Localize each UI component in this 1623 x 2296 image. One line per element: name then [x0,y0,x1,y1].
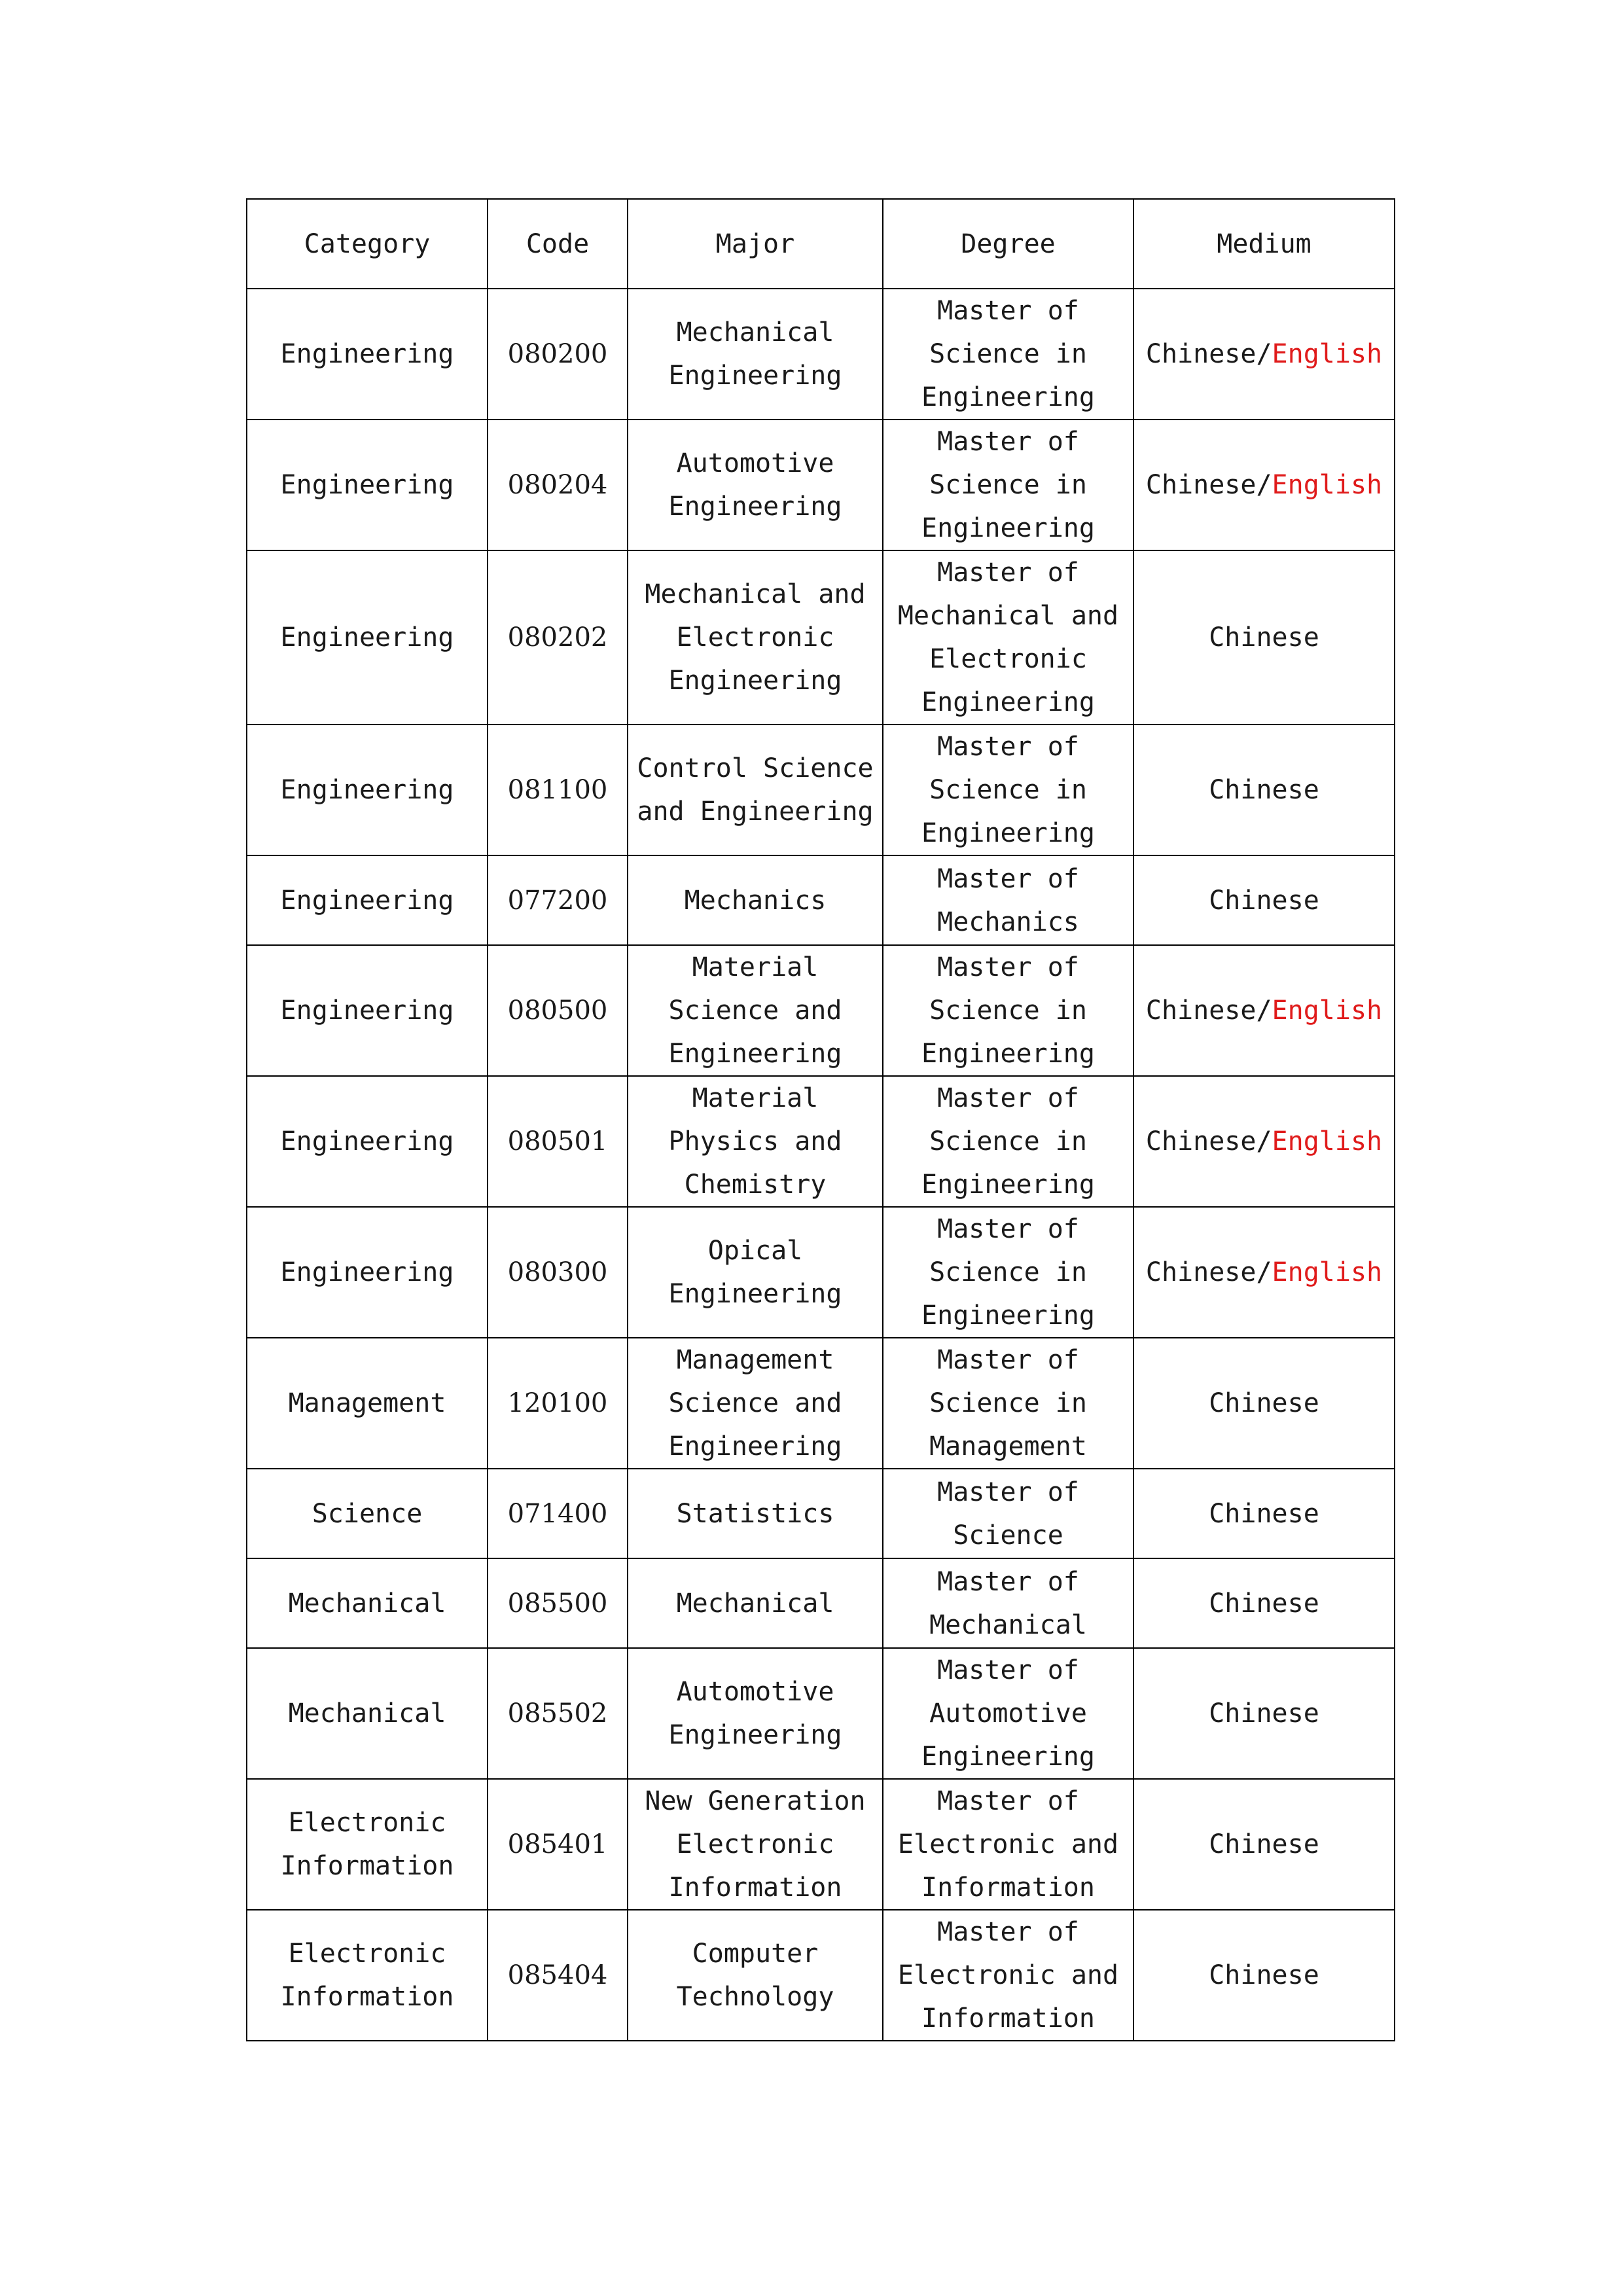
code-cell-line: 071400 [507,1498,608,1529]
degree-cell-line: Master of [937,427,1079,457]
major-cell-line: Material [692,1083,819,1113]
major-cell-line: Computer [692,1939,819,1969]
major-cell-line: Statistics [676,1498,834,1529]
code-cell-line: 080204 [507,470,608,500]
major-cell-line: New Generation [645,1786,866,1816]
medium-cell [1133,1207,1395,1338]
degree-cell-line: Master of [937,1917,1079,1947]
category-cell-line: Engineering [280,996,454,1026]
medium-secondary: English [1272,996,1383,1026]
degree-cell [883,550,1133,725]
category-cell-line: Information [280,1982,454,2012]
degree-cell-line: Master of [937,1566,1079,1597]
degree-cell [883,420,1133,550]
major-cell-line: Engineering [668,1431,842,1462]
header-degree: Degree [883,199,1133,289]
major-cell-line: Material [692,952,819,982]
category-cell-line: Mechanical [288,1698,446,1729]
medium-cell [1133,1076,1395,1207]
medium-cell [1133,420,1395,550]
degree-cell [883,1648,1133,1779]
table-row [247,725,1395,855]
major-cell-line: Engineering [668,1039,842,1069]
code-cell [488,1338,628,1469]
category-cell-line: Engineering [280,622,454,653]
degree-cell-line: Science in [929,339,1087,369]
category-cell [247,420,488,550]
category-cell [247,945,488,1076]
code-cell [488,1076,628,1207]
degree-cell-line: Science in [929,775,1087,805]
medium-primary: Chinese [1209,1498,1319,1529]
table-row [247,420,1395,550]
degree-cell-line: Engineering [921,687,1095,717]
degree-cell-line: Master of [937,558,1079,588]
category-cell [247,1648,488,1779]
table-row [247,550,1395,725]
major-cell-line: Automotive [676,448,834,478]
degree-cell [883,855,1133,945]
medium-primary: Chinese [1209,1960,1319,1990]
major-cell [628,1469,883,1558]
degree-cell-line: Engineering [921,1300,1095,1331]
degree-cell [883,1207,1133,1338]
major-cell-line: Mechanics [684,885,827,916]
degree-cell-line: Master of [937,1083,1079,1113]
major-cell [628,1076,883,1207]
category-cell-line: Science [312,1498,423,1529]
major-cell-line: Mechanical [676,317,834,348]
code-cell-line: 077200 [507,885,608,916]
programs-table [246,198,1395,2041]
major-cell-line: Automotive [676,1677,834,1707]
category-cell-line: Management [288,1388,446,1418]
degree-cell-line: Engineering [921,1742,1095,1772]
degree-cell-line: Engineering [921,513,1095,543]
table-row [247,1558,1395,1648]
major-cell-line: Science and [668,1388,842,1418]
major-cell [628,550,883,725]
table-row [247,1648,1395,1779]
code-cell [488,1207,628,1338]
degree-cell-line: Master of [937,952,1079,982]
degree-cell [883,1076,1133,1207]
medium-cell [1133,1558,1395,1648]
major-cell-line: Mechanical [676,1588,834,1619]
medium-cell [1133,855,1395,945]
major-cell-line: Control Science [637,753,874,783]
code-cell [488,420,628,550]
code-cell-line: 081100 [507,775,608,805]
medium-primary: Chinese/ [1145,1257,1272,1287]
table-row [247,1469,1395,1558]
major-cell [628,1779,883,1910]
degree-cell-line: Master of [937,1655,1079,1685]
category-cell [247,1779,488,1910]
major-cell-line: Technology [676,1982,834,2012]
major-cell [628,289,883,420]
degree-cell-line: Electronic [929,644,1087,674]
category-cell-line: Engineering [280,1126,454,1157]
medium-secondary: English [1272,470,1383,500]
major-cell [628,1338,883,1469]
table-row [247,1779,1395,1910]
code-cell [488,1648,628,1779]
major-cell-line: Opical [707,1236,803,1266]
degree-cell-line: Science in [929,470,1087,500]
degree-cell [883,1469,1133,1558]
code-cell-line: 080300 [507,1257,608,1287]
medium-primary: Chinese [1209,622,1319,653]
header-row [247,199,1395,289]
medium-primary: Chinese [1209,1829,1319,1859]
category-cell-line: Electronic [288,1808,446,1838]
code-cell [488,1469,628,1558]
major-cell-line: Mechanical and [645,579,866,609]
table-row [247,945,1395,1076]
medium-secondary: English [1272,339,1383,369]
code-cell-line: 080202 [507,622,608,653]
degree-cell-line: Engineering [921,1039,1095,1069]
medium-cell [1133,1648,1395,1779]
table-row [247,1338,1395,1469]
degree-cell [883,1338,1133,1469]
degree-cell-line: Science in [929,1257,1087,1287]
degree-cell-line: Science in [929,1126,1087,1157]
table-row [247,1076,1395,1207]
medium-primary: Chinese [1209,1588,1319,1619]
degree-cell-line: Mechanical and [897,601,1119,631]
table-body [247,289,1395,2041]
major-cell-line: Engineering [668,666,842,696]
major-cell [628,1910,883,2041]
major-cell-line: Information [668,1873,842,1903]
medium-primary: Chinese/ [1145,339,1272,369]
degree-cell [883,289,1133,420]
major-cell [628,855,883,945]
category-cell-line: Mechanical [288,1588,446,1619]
degree-cell-line: Science in [929,1388,1087,1418]
major-cell-line: Science and [668,996,842,1026]
category-cell [247,1910,488,2041]
category-cell [247,1338,488,1469]
degree-cell [883,725,1133,855]
degree-cell-line: Master of [937,1786,1079,1816]
major-cell-line: Chemistry [684,1170,827,1200]
medium-primary: Chinese/ [1145,470,1272,500]
major-cell-line: Engineering [668,1279,842,1309]
degree-cell-line: Management [929,1431,1087,1462]
category-cell [247,1076,488,1207]
code-cell [488,945,628,1076]
major-cell-line: Physics and [668,1126,842,1157]
degree-cell-line: Master of [937,1214,1079,1244]
category-cell [247,1558,488,1648]
major-cell-line: Management [676,1345,834,1375]
degree-cell-line: Master of [937,296,1079,326]
degree-cell-line: Master of [937,863,1079,894]
header-code: Code [488,199,628,289]
major-cell-line: Engineering [668,1720,842,1750]
category-cell [247,855,488,945]
category-cell-line: Electronic [288,1939,446,1969]
medium-primary: Chinese [1209,1698,1319,1729]
code-cell [488,289,628,420]
medium-cell [1133,1910,1395,2041]
code-cell [488,1558,628,1648]
code-cell-line: 080200 [507,339,608,369]
degree-cell-line: Information [921,2003,1095,2034]
category-cell [247,1207,488,1338]
degree-cell-line: Master of [937,1477,1079,1507]
medium-primary: Chinese/ [1145,1126,1272,1157]
category-cell-line: Engineering [280,1257,454,1287]
code-cell-line: 085502 [507,1698,608,1729]
header-major: Major [628,199,883,289]
header-category: Category [247,199,488,289]
code-cell [488,550,628,725]
table-row [247,855,1395,945]
table-row [247,289,1395,420]
category-cell-line: Information [280,1851,454,1881]
major-cell-line: Engineering [668,361,842,391]
major-cell-line: and Engineering [637,797,874,827]
degree-cell-line: Science in [929,996,1087,1026]
degree-cell-line: Science [953,1520,1063,1551]
code-cell [488,725,628,855]
category-cell-line: Engineering [280,775,454,805]
code-cell [488,1910,628,2041]
table-row [247,1910,1395,2041]
category-cell [247,289,488,420]
code-cell-line: 085404 [507,1960,608,1990]
degree-cell-line: Engineering [921,1170,1095,1200]
major-cell [628,1648,883,1779]
medium-secondary: English [1272,1126,1383,1157]
category-cell-line: Engineering [280,339,454,369]
degree-cell [883,1779,1133,1910]
degree-cell [883,1558,1133,1648]
degree-cell-line: Master of [937,1345,1079,1375]
major-cell [628,420,883,550]
degree-cell-line: Engineering [921,382,1095,412]
medium-secondary: English [1272,1257,1383,1287]
major-cell [628,1207,883,1338]
major-cell [628,1558,883,1648]
medium-cell [1133,550,1395,725]
medium-cell [1133,1338,1395,1469]
degree-cell-line: Master of [937,732,1079,762]
category-cell [247,550,488,725]
medium-primary: Chinese [1209,1388,1319,1418]
category-cell [247,725,488,855]
degree-cell [883,1910,1133,2041]
medium-cell [1133,945,1395,1076]
medium-primary: Chinese [1209,885,1319,916]
degree-cell-line: Automotive [929,1698,1087,1729]
degree-cell-line: Mechanics [937,906,1079,937]
medium-primary: Chinese [1209,775,1319,805]
code-cell-line: 080501 [507,1126,608,1157]
header-medium: Medium [1133,199,1395,289]
medium-cell [1133,1469,1395,1558]
degree-cell-line: Electronic and [897,1960,1119,1990]
major-cell-line: Electronic [676,1829,834,1859]
medium-cell [1133,289,1395,420]
degree-cell-line: Engineering [921,818,1095,848]
medium-cell [1133,725,1395,855]
degree-cell-line: Electronic and [897,1829,1119,1859]
code-cell [488,855,628,945]
code-cell-line: 085500 [507,1588,608,1619]
major-cell-line: Electronic [676,622,834,653]
category-cell-line: Engineering [280,885,454,916]
category-cell [247,1469,488,1558]
code-cell-line: 085401 [507,1829,608,1859]
major-cell [628,725,883,855]
medium-primary: Chinese/ [1145,996,1272,1026]
degree-cell [883,945,1133,1076]
degree-cell-line: Information [921,1873,1095,1903]
category-cell-line: Engineering [280,470,454,500]
table-row [247,1207,1395,1338]
code-cell-line: 080500 [507,996,608,1026]
major-cell-line: Engineering [668,492,842,522]
code-cell-line: 120100 [507,1388,608,1418]
degree-cell-line: Mechanical [929,1609,1087,1640]
medium-cell [1133,1779,1395,1910]
major-cell [628,945,883,1076]
code-cell [488,1779,628,1910]
